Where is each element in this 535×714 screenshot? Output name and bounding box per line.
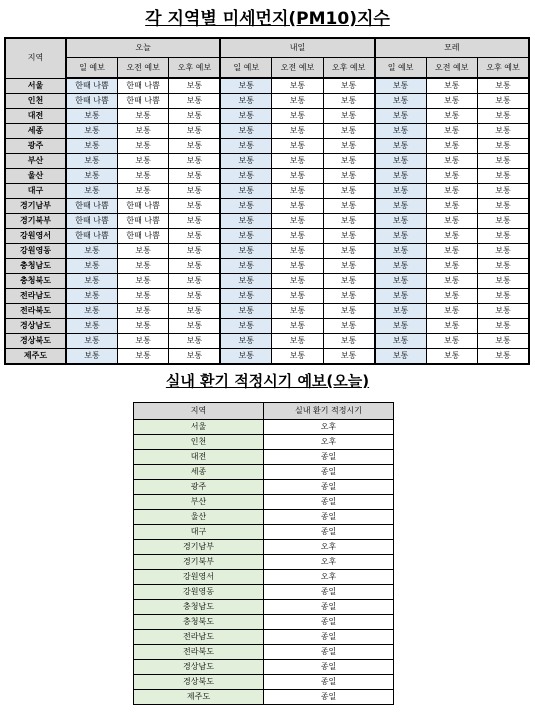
- forecast-cell: 보통: [117, 274, 168, 289]
- forecast-cell: 보통: [426, 349, 477, 365]
- forecast-cell: 보통: [478, 334, 530, 349]
- forecast-cell: 보통: [272, 274, 323, 289]
- forecast-cell: 보통: [169, 334, 220, 349]
- ventilation-region-cell: 제주도: [134, 690, 264, 705]
- sub-header-day: 일 예보: [220, 58, 271, 79]
- forecast-title: 각 지역별 미세먼지(PM10)지수: [145, 9, 390, 29]
- forecast-cell: 보통: [117, 124, 168, 139]
- forecast-cell: 보통: [220, 199, 271, 214]
- forecast-cell: 보통: [220, 139, 271, 154]
- forecast-cell: 보통: [375, 109, 426, 124]
- table-row: [5, 154, 529, 169]
- day-header-today: 오늘: [66, 38, 220, 58]
- forecast-cell: 보통: [323, 124, 374, 139]
- forecast-cell: 보통: [323, 94, 374, 109]
- forecast-cell: 한때 나쁨: [117, 199, 168, 214]
- forecast-cell: 보통: [169, 184, 220, 199]
- forecast-cell: 보통: [117, 244, 168, 259]
- forecast-cell: 한때 나쁨: [117, 214, 168, 229]
- forecast-cell: 보통: [375, 124, 426, 139]
- forecast-cell: 보통: [117, 184, 168, 199]
- forecast-cell: 보통: [426, 244, 477, 259]
- forecast-cell: 보통: [220, 349, 271, 365]
- forecast-cell: 보통: [272, 154, 323, 169]
- forecast-cell: 한때 나쁨: [66, 214, 117, 229]
- forecast-cell: 보통: [323, 229, 374, 244]
- ventilation-region-cell: 울산: [134, 510, 264, 525]
- forecast-cell: 보통: [272, 109, 323, 124]
- ventilation-header-row: [134, 403, 394, 420]
- forecast-cell: 한때 나쁨: [117, 78, 168, 94]
- forecast-cell: 보통: [220, 259, 271, 274]
- forecast-cell: 보통: [375, 229, 426, 244]
- forecast-cell: 보통: [375, 259, 426, 274]
- ventilation-region-cell: 대전: [134, 450, 264, 465]
- forecast-cell: 보통: [426, 169, 477, 184]
- forecast-cell: 보통: [478, 199, 530, 214]
- forecast-cell: 보통: [426, 139, 477, 154]
- ventilation-time-cell: 종일: [264, 690, 394, 705]
- ventilation-time-cell: 종일: [264, 675, 394, 690]
- forecast-cell: 보통: [169, 169, 220, 184]
- forecast-cell: 보통: [220, 78, 271, 94]
- forecast-cell: 보통: [220, 124, 271, 139]
- forecast-cell: 보통: [375, 169, 426, 184]
- forecast-cell: 보통: [478, 289, 530, 304]
- pm10-forecast-table: [4, 37, 530, 365]
- ventilation-region-cell: 서울: [134, 420, 264, 435]
- sub-header-pm: 오후 예보: [478, 58, 530, 79]
- table-row: [5, 289, 529, 304]
- ventilation-time-cell: 종일: [264, 510, 394, 525]
- sub-header-pm: 오후 예보: [169, 58, 220, 79]
- forecast-cell: 보통: [426, 94, 477, 109]
- region-cell: 경상북도: [5, 334, 66, 349]
- ventilation-region-cell: 광주: [134, 480, 264, 495]
- forecast-cell: 보통: [323, 259, 374, 274]
- forecast-cell: 보통: [375, 244, 426, 259]
- table-row: [5, 184, 529, 199]
- forecast-cell: 보통: [272, 78, 323, 94]
- forecast-cell: 보통: [272, 214, 323, 229]
- region-cell: 경기북부: [5, 214, 66, 229]
- forecast-cell: 보통: [117, 304, 168, 319]
- ventilation-region-cell: 전라북도: [134, 645, 264, 660]
- table-row: [134, 660, 394, 675]
- ventilation-time-cell: 오후: [264, 555, 394, 570]
- table-row: [134, 510, 394, 525]
- table-row: [134, 585, 394, 600]
- forecast-cell: 보통: [375, 94, 426, 109]
- forecast-cell: 보통: [66, 304, 117, 319]
- forecast-cell: 보통: [169, 259, 220, 274]
- forecast-cell: 보통: [323, 78, 374, 94]
- region-cell: 전라남도: [5, 289, 66, 304]
- sub-header-am: 오전 예보: [426, 58, 477, 79]
- forecast-cell: 보통: [66, 109, 117, 124]
- forecast-cell: 보통: [323, 139, 374, 154]
- forecast-cell: 보통: [375, 154, 426, 169]
- forecast-cell: 보통: [169, 229, 220, 244]
- sub-header-am: 오전 예보: [117, 58, 168, 79]
- table-row: [134, 465, 394, 480]
- table-row: [134, 525, 394, 540]
- ventilation-time-cell: 종일: [264, 660, 394, 675]
- forecast-cell: 보통: [375, 289, 426, 304]
- forecast-cell: 보통: [220, 109, 271, 124]
- sub-header-pm: 오후 예보: [323, 58, 374, 79]
- forecast-cell: 보통: [426, 229, 477, 244]
- ventilation-region-cell: 강원영서: [134, 570, 264, 585]
- table-row: [134, 435, 394, 450]
- forecast-cell: 보통: [426, 109, 477, 124]
- forecast-cell: 보통: [66, 154, 117, 169]
- ventilation-time-cell: 종일: [264, 480, 394, 495]
- forecast-cell: 보통: [323, 319, 374, 334]
- table-row: [5, 244, 529, 259]
- table-row: [5, 109, 529, 124]
- forecast-cell: 보통: [375, 349, 426, 365]
- forecast-cell: 보통: [478, 319, 530, 334]
- forecast-cell: 보통: [169, 304, 220, 319]
- forecast-cell: 한때 나쁨: [117, 94, 168, 109]
- forecast-cell: 보통: [323, 154, 374, 169]
- region-cell: 부산: [5, 154, 66, 169]
- forecast-cell: 보통: [478, 169, 530, 184]
- forecast-cell: 보통: [117, 169, 168, 184]
- ventilation-region-cell: 경기북부: [134, 555, 264, 570]
- region-cell: 대구: [5, 184, 66, 199]
- forecast-cell: 보통: [169, 109, 220, 124]
- forecast-cell: 보통: [375, 184, 426, 199]
- region-cell: 전라북도: [5, 304, 66, 319]
- forecast-cell: 보통: [272, 124, 323, 139]
- table-row: [5, 319, 529, 334]
- forecast-cell: 보통: [66, 259, 117, 274]
- region-cell: 강원영동: [5, 244, 66, 259]
- table-row: [134, 615, 394, 630]
- forecast-cell: 보통: [117, 154, 168, 169]
- ventilation-time-cell: 오후: [264, 570, 394, 585]
- forecast-cell: 보통: [169, 139, 220, 154]
- forecast-cell: 보통: [426, 184, 477, 199]
- region-cell: 서울: [5, 78, 66, 94]
- ventilation-time-cell: 오후: [264, 540, 394, 555]
- table-row: [5, 139, 529, 154]
- forecast-cell: 보통: [323, 244, 374, 259]
- ventilation-region-cell: 세종: [134, 465, 264, 480]
- ventilation-region-cell: 부산: [134, 495, 264, 510]
- forecast-cell: 보통: [426, 199, 477, 214]
- forecast-cell: 보통: [66, 334, 117, 349]
- table-row: [134, 540, 394, 555]
- forecast-day-header-row: [5, 38, 529, 58]
- table-row: [134, 630, 394, 645]
- table-row: [134, 555, 394, 570]
- forecast-cell: 보통: [66, 124, 117, 139]
- forecast-cell: 보통: [117, 109, 168, 124]
- ventilation-time-cell: 종일: [264, 525, 394, 540]
- forecast-cell: 보통: [426, 304, 477, 319]
- forecast-cell: 보통: [323, 214, 374, 229]
- forecast-cell: 보통: [117, 349, 168, 365]
- forecast-cell: 보통: [117, 334, 168, 349]
- forecast-cell: 보통: [426, 214, 477, 229]
- forecast-cell: 보통: [66, 289, 117, 304]
- forecast-cell: 보통: [375, 319, 426, 334]
- forecast-cell: 보통: [66, 319, 117, 334]
- ventilation-region-cell: 강원영동: [134, 585, 264, 600]
- forecast-cell: 보통: [323, 304, 374, 319]
- ventilation-time-cell: 종일: [264, 645, 394, 660]
- forecast-cell: 보통: [323, 169, 374, 184]
- forecast-cell: 보통: [426, 289, 477, 304]
- table-row: [5, 334, 529, 349]
- forecast-cell: 보통: [66, 349, 117, 365]
- forecast-cell: 보통: [220, 214, 271, 229]
- forecast-cell: 한때 나쁨: [66, 94, 117, 109]
- ventilation-region-cell: 충청북도: [134, 615, 264, 630]
- forecast-cell: 보통: [117, 319, 168, 334]
- forecast-cell: 한때 나쁨: [66, 229, 117, 244]
- region-cell: 광주: [5, 139, 66, 154]
- ventilation-time-cell: 종일: [264, 600, 394, 615]
- sub-header-day: 일 예보: [375, 58, 426, 79]
- forecast-cell: 보통: [272, 94, 323, 109]
- forecast-cell: 한때 나쁨: [66, 78, 117, 94]
- forecast-cell: 보통: [220, 154, 271, 169]
- table-row: [134, 420, 394, 435]
- ventilation-time-cell: 오후: [264, 420, 394, 435]
- forecast-cell: 보통: [375, 214, 426, 229]
- forecast-cell: 보통: [66, 274, 117, 289]
- forecast-cell: 보통: [426, 259, 477, 274]
- forecast-cell: 보통: [272, 229, 323, 244]
- day-header-tomorrow: 내일: [220, 38, 374, 58]
- forecast-cell: 보통: [169, 154, 220, 169]
- ventilation-region-cell: 대구: [134, 525, 264, 540]
- forecast-cell: 보통: [323, 184, 374, 199]
- region-cell: 세종: [5, 124, 66, 139]
- forecast-cell: 보통: [169, 289, 220, 304]
- forecast-cell: 보통: [478, 304, 530, 319]
- forecast-cell: 보통: [375, 78, 426, 94]
- forecast-cell: 보통: [66, 139, 117, 154]
- ventilation-region-cell: 전라남도: [134, 630, 264, 645]
- forecast-cell: 보통: [375, 304, 426, 319]
- table-row: [5, 349, 529, 365]
- forecast-cell: 보통: [169, 199, 220, 214]
- region-cell: 강원영서: [5, 229, 66, 244]
- region-cell: 울산: [5, 169, 66, 184]
- forecast-cell: 보통: [272, 244, 323, 259]
- table-row: [5, 124, 529, 139]
- ventilation-region-cell: 충청남도: [134, 600, 264, 615]
- forecast-cell: 보통: [426, 154, 477, 169]
- table-row: [134, 495, 394, 510]
- region-cell: 충청북도: [5, 274, 66, 289]
- ventilation-time-cell: 종일: [264, 615, 394, 630]
- table-row: [134, 480, 394, 495]
- forecast-cell: 한때 나쁨: [117, 229, 168, 244]
- forecast-cell: 보통: [272, 169, 323, 184]
- forecast-cell: 보통: [272, 304, 323, 319]
- ventilation-time-cell: 종일: [264, 630, 394, 645]
- forecast-cell: 보통: [478, 184, 530, 199]
- forecast-cell: 보통: [169, 349, 220, 365]
- forecast-cell: 보통: [323, 274, 374, 289]
- region-header: 지역: [5, 38, 66, 78]
- forecast-cell: 보통: [478, 94, 530, 109]
- forecast-cell: 보통: [426, 334, 477, 349]
- ventilation-region-cell: 경상북도: [134, 675, 264, 690]
- table-row: [5, 199, 529, 214]
- forecast-cell: 보통: [375, 199, 426, 214]
- forecast-cell: 보통: [323, 109, 374, 124]
- forecast-cell: 보통: [272, 319, 323, 334]
- region-cell: 대전: [5, 109, 66, 124]
- forecast-cell: 보통: [478, 259, 530, 274]
- forecast-cell: 보통: [478, 154, 530, 169]
- sub-header-am: 오전 예보: [272, 58, 323, 79]
- forecast-cell: 보통: [117, 289, 168, 304]
- forecast-cell: 보통: [220, 184, 271, 199]
- ventilation-time-header: 실내 환기 적정시기: [264, 403, 394, 420]
- forecast-cell: 보통: [375, 139, 426, 154]
- forecast-cell: 보통: [375, 334, 426, 349]
- day-header-day-after: 모레: [375, 38, 529, 58]
- sub-header-day: 일 예보: [66, 58, 117, 79]
- forecast-cell: 보통: [169, 78, 220, 94]
- forecast-cell: 보통: [169, 124, 220, 139]
- forecast-cell: 보통: [323, 349, 374, 365]
- table-row: [134, 450, 394, 465]
- forecast-cell: 보통: [478, 109, 530, 124]
- forecast-cell: 보통: [323, 199, 374, 214]
- forecast-cell: 보통: [117, 259, 168, 274]
- table-row: [5, 229, 529, 244]
- forecast-cell: 보통: [220, 94, 271, 109]
- forecast-cell: 보통: [220, 334, 271, 349]
- forecast-cell: 보통: [323, 289, 374, 304]
- forecast-cell: 보통: [220, 289, 271, 304]
- forecast-cell: 보통: [426, 78, 477, 94]
- region-cell: 충청남도: [5, 259, 66, 274]
- forecast-cell: 보통: [272, 289, 323, 304]
- forecast-cell: 보통: [117, 139, 168, 154]
- forecast-cell: 한때 나쁨: [66, 199, 117, 214]
- region-cell: 경기남부: [5, 199, 66, 214]
- forecast-cell: 보통: [220, 304, 271, 319]
- forecast-cell: 보통: [478, 78, 530, 94]
- forecast-cell: 보통: [272, 259, 323, 274]
- table-row: [5, 94, 529, 109]
- forecast-sub-header-row: [5, 58, 529, 79]
- forecast-cell: 보통: [272, 184, 323, 199]
- table-row: [134, 600, 394, 615]
- forecast-cell: 보통: [478, 124, 530, 139]
- forecast-cell: 보통: [66, 184, 117, 199]
- forecast-cell: 보통: [272, 139, 323, 154]
- forecast-cell: 보통: [478, 244, 530, 259]
- table-row: [134, 675, 394, 690]
- forecast-cell: 보통: [478, 139, 530, 154]
- forecast-cell: 보통: [426, 319, 477, 334]
- forecast-cell: 보통: [220, 229, 271, 244]
- forecast-cell: 보통: [169, 274, 220, 289]
- forecast-cell: 보통: [375, 274, 426, 289]
- table-row: [5, 214, 529, 229]
- table-row: [5, 304, 529, 319]
- forecast-cell: 보통: [478, 349, 530, 365]
- ventilation-region-header: 지역: [134, 403, 264, 420]
- forecast-cell: 보통: [323, 334, 374, 349]
- forecast-cell: 보통: [478, 214, 530, 229]
- forecast-cell: 보통: [220, 274, 271, 289]
- table-row: [5, 259, 529, 274]
- forecast-cell: 보통: [66, 169, 117, 184]
- forecast-cell: 보통: [272, 334, 323, 349]
- forecast-cell: 보통: [169, 319, 220, 334]
- table-row: [134, 645, 394, 660]
- ventilation-region-cell: 경상남도: [134, 660, 264, 675]
- ventilation-title: 실내 환기 적정시기 예보(오늘): [165, 372, 370, 390]
- forecast-cell: 보통: [169, 94, 220, 109]
- ventilation-time-cell: 종일: [264, 495, 394, 510]
- forecast-cell: 보통: [220, 244, 271, 259]
- forecast-cell: 보통: [426, 274, 477, 289]
- forecast-cell: 보통: [169, 244, 220, 259]
- table-row: [5, 169, 529, 184]
- ventilation-time-cell: 오후: [264, 435, 394, 450]
- forecast-cell: 보통: [220, 169, 271, 184]
- ventilation-region-cell: 경기남부: [134, 540, 264, 555]
- forecast-cell: 보통: [66, 244, 117, 259]
- region-cell: 경상남도: [5, 319, 66, 334]
- ventilation-table: [133, 402, 394, 705]
- ventilation-time-cell: 종일: [264, 465, 394, 480]
- forecast-cell: 보통: [272, 349, 323, 365]
- ventilation-time-cell: 종일: [264, 585, 394, 600]
- ventilation-region-cell: 인천: [134, 435, 264, 450]
- table-row: [5, 274, 529, 289]
- forecast-cell: 보통: [426, 124, 477, 139]
- forecast-cell: 보통: [169, 214, 220, 229]
- region-cell: 제주도: [5, 349, 66, 365]
- ventilation-time-cell: 종일: [264, 450, 394, 465]
- table-row: [134, 570, 394, 585]
- forecast-cell: 보통: [272, 199, 323, 214]
- forecast-cell: 보통: [478, 274, 530, 289]
- forecast-cell: 보통: [478, 229, 530, 244]
- forecast-cell: 보통: [220, 319, 271, 334]
- table-row: [5, 78, 529, 94]
- table-row: [134, 690, 394, 705]
- region-cell: 인천: [5, 94, 66, 109]
